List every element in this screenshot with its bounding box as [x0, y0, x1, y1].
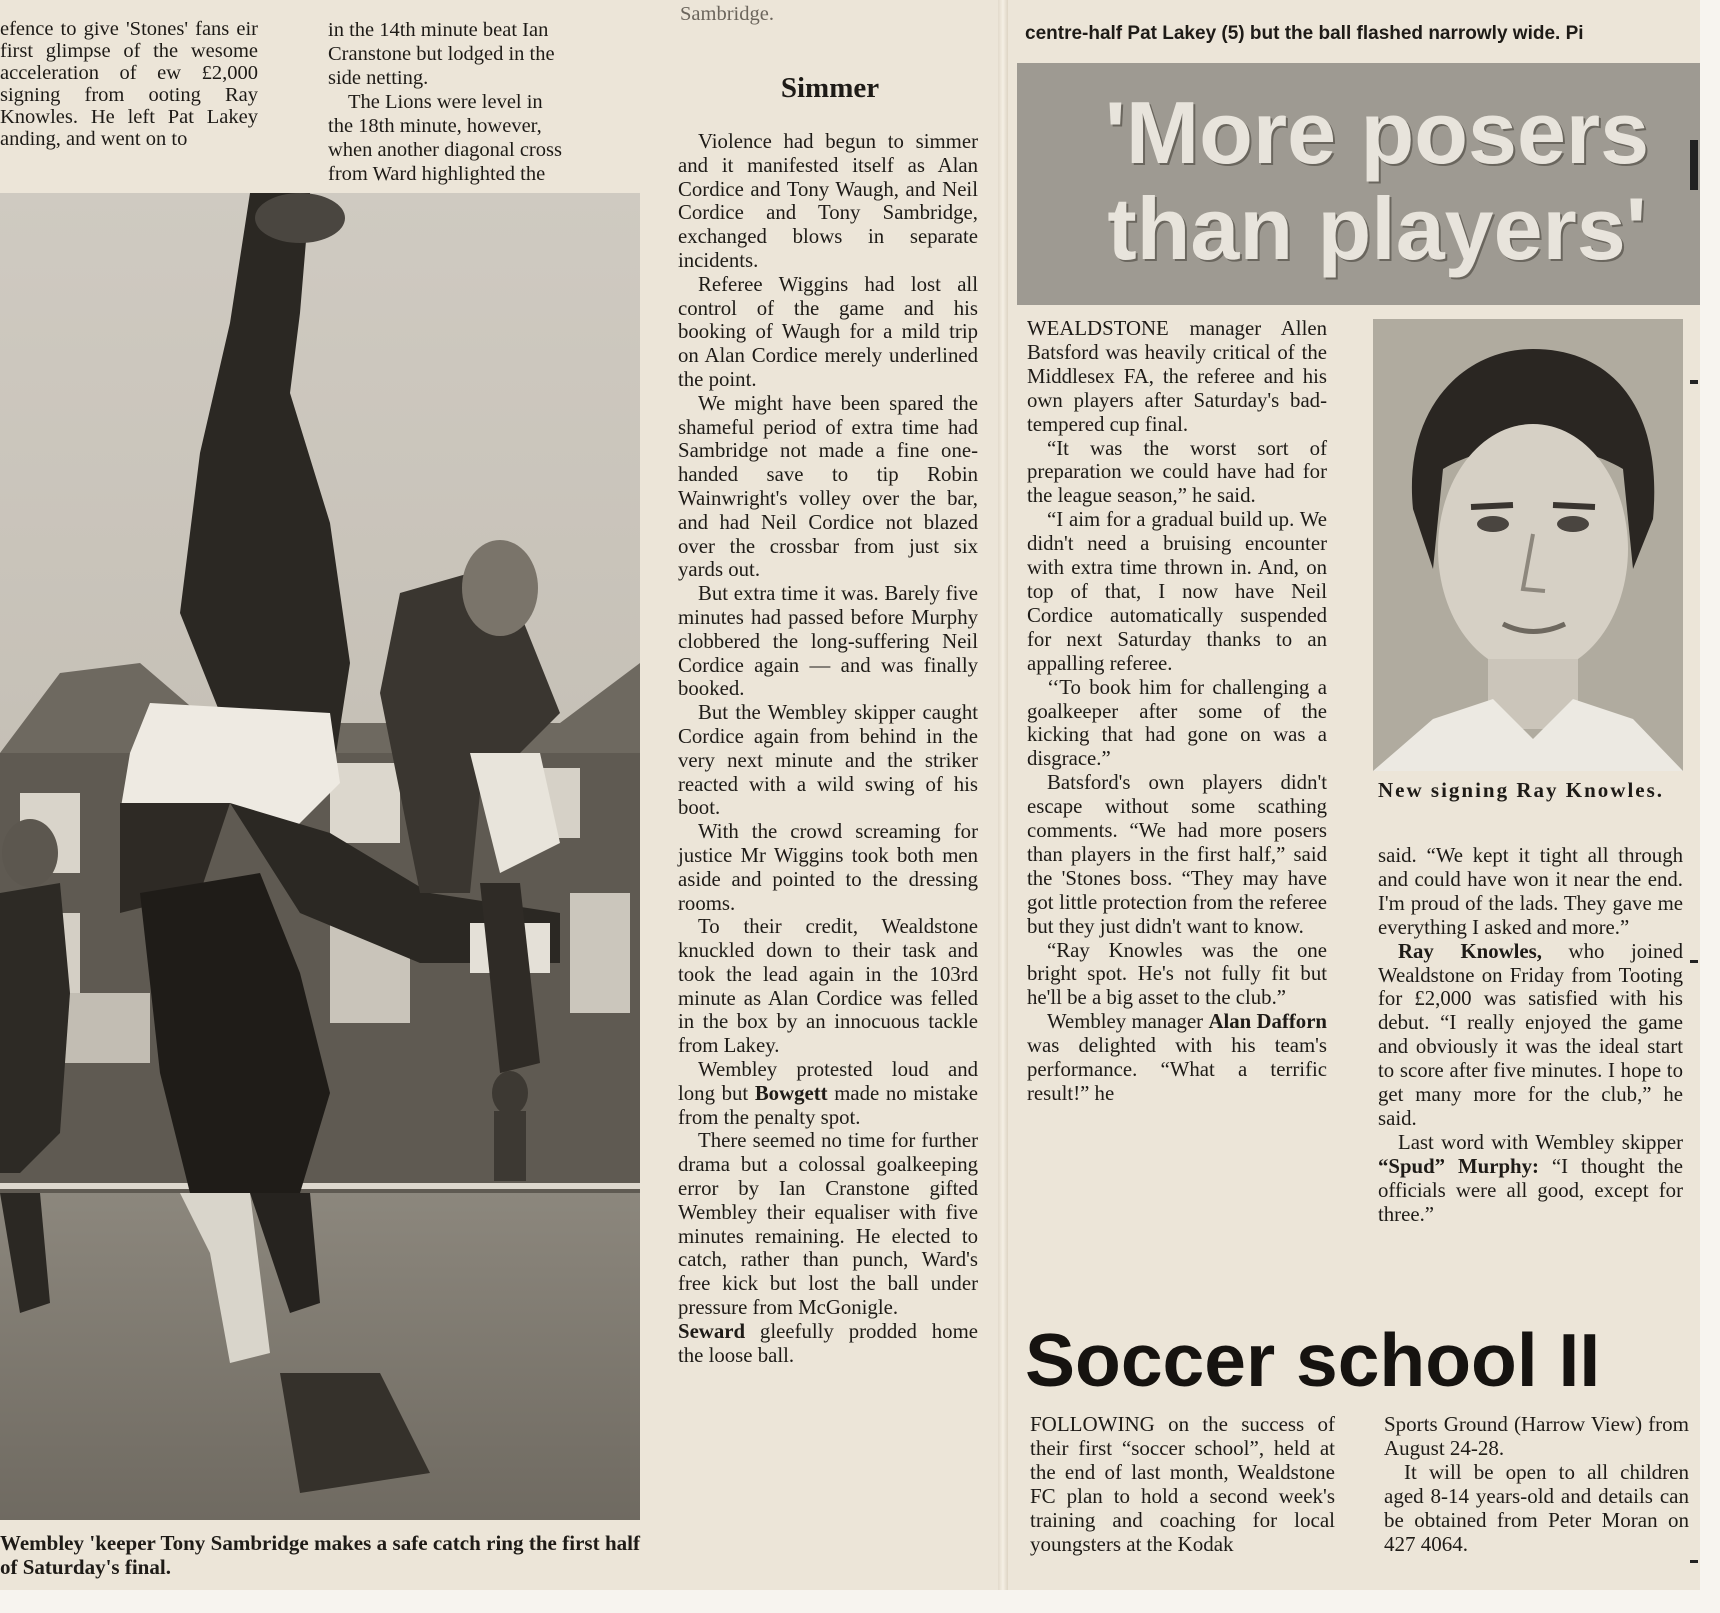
col2-line: when another diagonal cross	[328, 139, 562, 161]
seward-name: Seward	[678, 1319, 746, 1343]
col4-paragraph: WEALDSTONE manager Allen Batsford was heavily critical of the Middlesex FA, the referee and his own players after Saturday's bad-tempered cup final.	[1027, 317, 1327, 436]
col3-cut-text: Sambridge.	[680, 3, 774, 25]
soccer-paragraph: It will be open to all children aged 8-14 years-old and details can be obtained from Peter Moran on 427 4064.	[1384, 1460, 1689, 1556]
right-top-line: centre-half Pat Lakey (5) but the ball flashed narrowly wide. Pi	[1025, 23, 1584, 44]
col3-paragraph: Referee Wiggins had lost all control of the game and his booking of Waugh for a mild trip on Alan Cordice merely underlined the point.	[678, 272, 978, 391]
col3-paragraph-bowgett: Wembley protested loud and long but Bowgett made no mistake from the penalty spot.	[678, 1058, 978, 1129]
soccer-col2	[1384, 1412, 1689, 1556]
col3-paragraph-seward: Seward gleefully prodded home the loose ball.	[678, 1319, 978, 1367]
col4-paragraph: Batsford's own players didn't escape without some scathing comments. “We had more posers than players in the first half,” said the 'Stones boss. “They may have got little protection from the referee but they just didn't want to know.	[1027, 771, 1327, 938]
col2-line: in the 14th minute beat Ian	[328, 19, 549, 41]
col3-paragraph: Violence had begun to simmer and it manifested itself as Alan Cordice and Tony Waugh, and Neil Cordice and Tony Sambridge, exchanged blows in separate incidents.	[678, 130, 978, 272]
col1-text: efence to give 'Stones' fans eir first glimpse of the wesome acceleration of ew £2,000 signing from ooting Ray Knowles. He left Pat Lakey anding, and went on to	[0, 18, 258, 150]
headline-panel	[1017, 63, 1700, 305]
col5-body	[1378, 844, 1683, 1227]
ray-knowles-portrait	[1373, 319, 1683, 771]
bowgett-name: Bowgett	[754, 1081, 828, 1105]
goalkeeper-catch-photo	[0, 193, 640, 1520]
col3-paragraph: We might have been spared the shameful period of extra time had Sambridge not made a fine one-handed save to tip Robin Wainwright's volley over the bar, and had Neil Cordice not blazed over the crossbar from just six yards out.	[678, 391, 978, 582]
col2-line: Cranstone but lodged in the	[328, 43, 555, 65]
portrait-caption: New signing Ray Knowles.	[1378, 778, 1665, 802]
col2-line: The Lions were level in	[348, 91, 543, 113]
col3-paragraph: There seemed no time for further drama but a colossal goalkeeping error by Ian Cranstone gifted Wembley their equaliser with five minutes remaining. He elected to catch, rather than punch, Ward's free kick but lost the ball under pressure from McGonigle.	[678, 1129, 978, 1320]
col5-paragraph-murphy: Last word with Wembley skipper “Spud” Murphy: “I thought the officials were all good, except for three.”	[1378, 1130, 1683, 1226]
col3-paragraph: But extra time it was. Barely five minutes had passed before Murphy clobbered the long-suffering Neil Cordice again — and was finally booked.	[678, 582, 978, 701]
soccer-paragraph: Sports Ground (Harrow View) from August 24-28.	[1384, 1412, 1689, 1460]
col2-line: the 18th minute, however,	[328, 115, 542, 137]
col5-paragraph-knowles: Ray Knowles, who joined Wealdstone on Friday from Tooting for £2,000 was satisfied with his debut. “I really enjoyed the game and obviously it was the ideal start to score after five minutes. I hope to get many more for the club,” he said.	[1378, 939, 1683, 1130]
knowles-name: Ray Knowles,	[1398, 939, 1542, 963]
col4-body	[1027, 317, 1327, 1106]
page-fold	[998, 0, 1008, 1590]
col3-paragraph: But the Wembley skipper caught Cordice again from behind in the very next minute and the striker reacted with a wild swing of his boot.	[678, 701, 978, 820]
col3-cut-line	[680, 2, 980, 26]
col1-top-text	[0, 18, 258, 150]
portrait-photo	[1373, 319, 1683, 771]
col2-line: from Ward highlighted the	[328, 163, 546, 185]
dafforn-name: Alan Dafforn	[1208, 1010, 1327, 1034]
col3-body	[678, 130, 978, 1367]
soccer-school-headline: Soccer school II	[1025, 1318, 1601, 1402]
subhead-simmer: Simmer	[780, 72, 880, 104]
headline: 'More posers than players'	[1104, 83, 1650, 278]
col2-top-text	[328, 18, 633, 186]
col2-line: side netting.	[328, 67, 429, 89]
photo-caption: Wembley 'keeper Tony Sambridge makes a safe catch ring the first half of Saturday's final.	[0, 1531, 640, 1579]
col4-paragraph-dafforn: Wembley manager Alan Dafforn was delighted with his team's performance. “What a terrific result!” he	[1027, 1010, 1327, 1105]
match-photo	[0, 193, 640, 1520]
col4-paragraph: “I aim for a gradual build up. We didn't need a bruising encounter with extra time thrown in. And, on top of that, I now have Neil Cordice automatically suspended for next Saturday thanks to an appalling referee.	[1027, 508, 1327, 675]
col3-paragraph: To their credit, Wealdstone knuckled down to their task and took the lead again in the 103rd minute as Alan Cordice was felled in the box by an innocuous tackle from Lakey.	[678, 915, 978, 1058]
col4-paragraph: “Ray Knowles was the one bright spot. He's not fully fit but he'll be a big asset to the club.”	[1027, 938, 1327, 1010]
col4-paragraph: ‘‘To book him for challenging a goalkeeper after some of the kicking that had gone on was a disgrace.”	[1027, 675, 1327, 771]
soccer-col1	[1030, 1412, 1335, 1556]
col5-paragraph: said. “We kept it tight all through and could have won it near the end. I'm proud of the lads. They gave me everything I asked and more.”	[1378, 844, 1683, 939]
col4-paragraph: “It was the worst sort of preparation we could have had for the league season,” he said.	[1027, 436, 1327, 508]
soccer-paragraph: FOLLOWING on the success of their first “soccer school”, held at the end of last month, Wealdstone FC plan to hold a second week's training and coaching for local youngsters at the Kodak	[1030, 1412, 1335, 1556]
col3-paragraph: With the crowd screaming for justice Mr Wiggins took both men aside and pointed to the dressing rooms.	[678, 820, 978, 915]
murphy-name: “Spud” Murphy:	[1378, 1154, 1539, 1178]
